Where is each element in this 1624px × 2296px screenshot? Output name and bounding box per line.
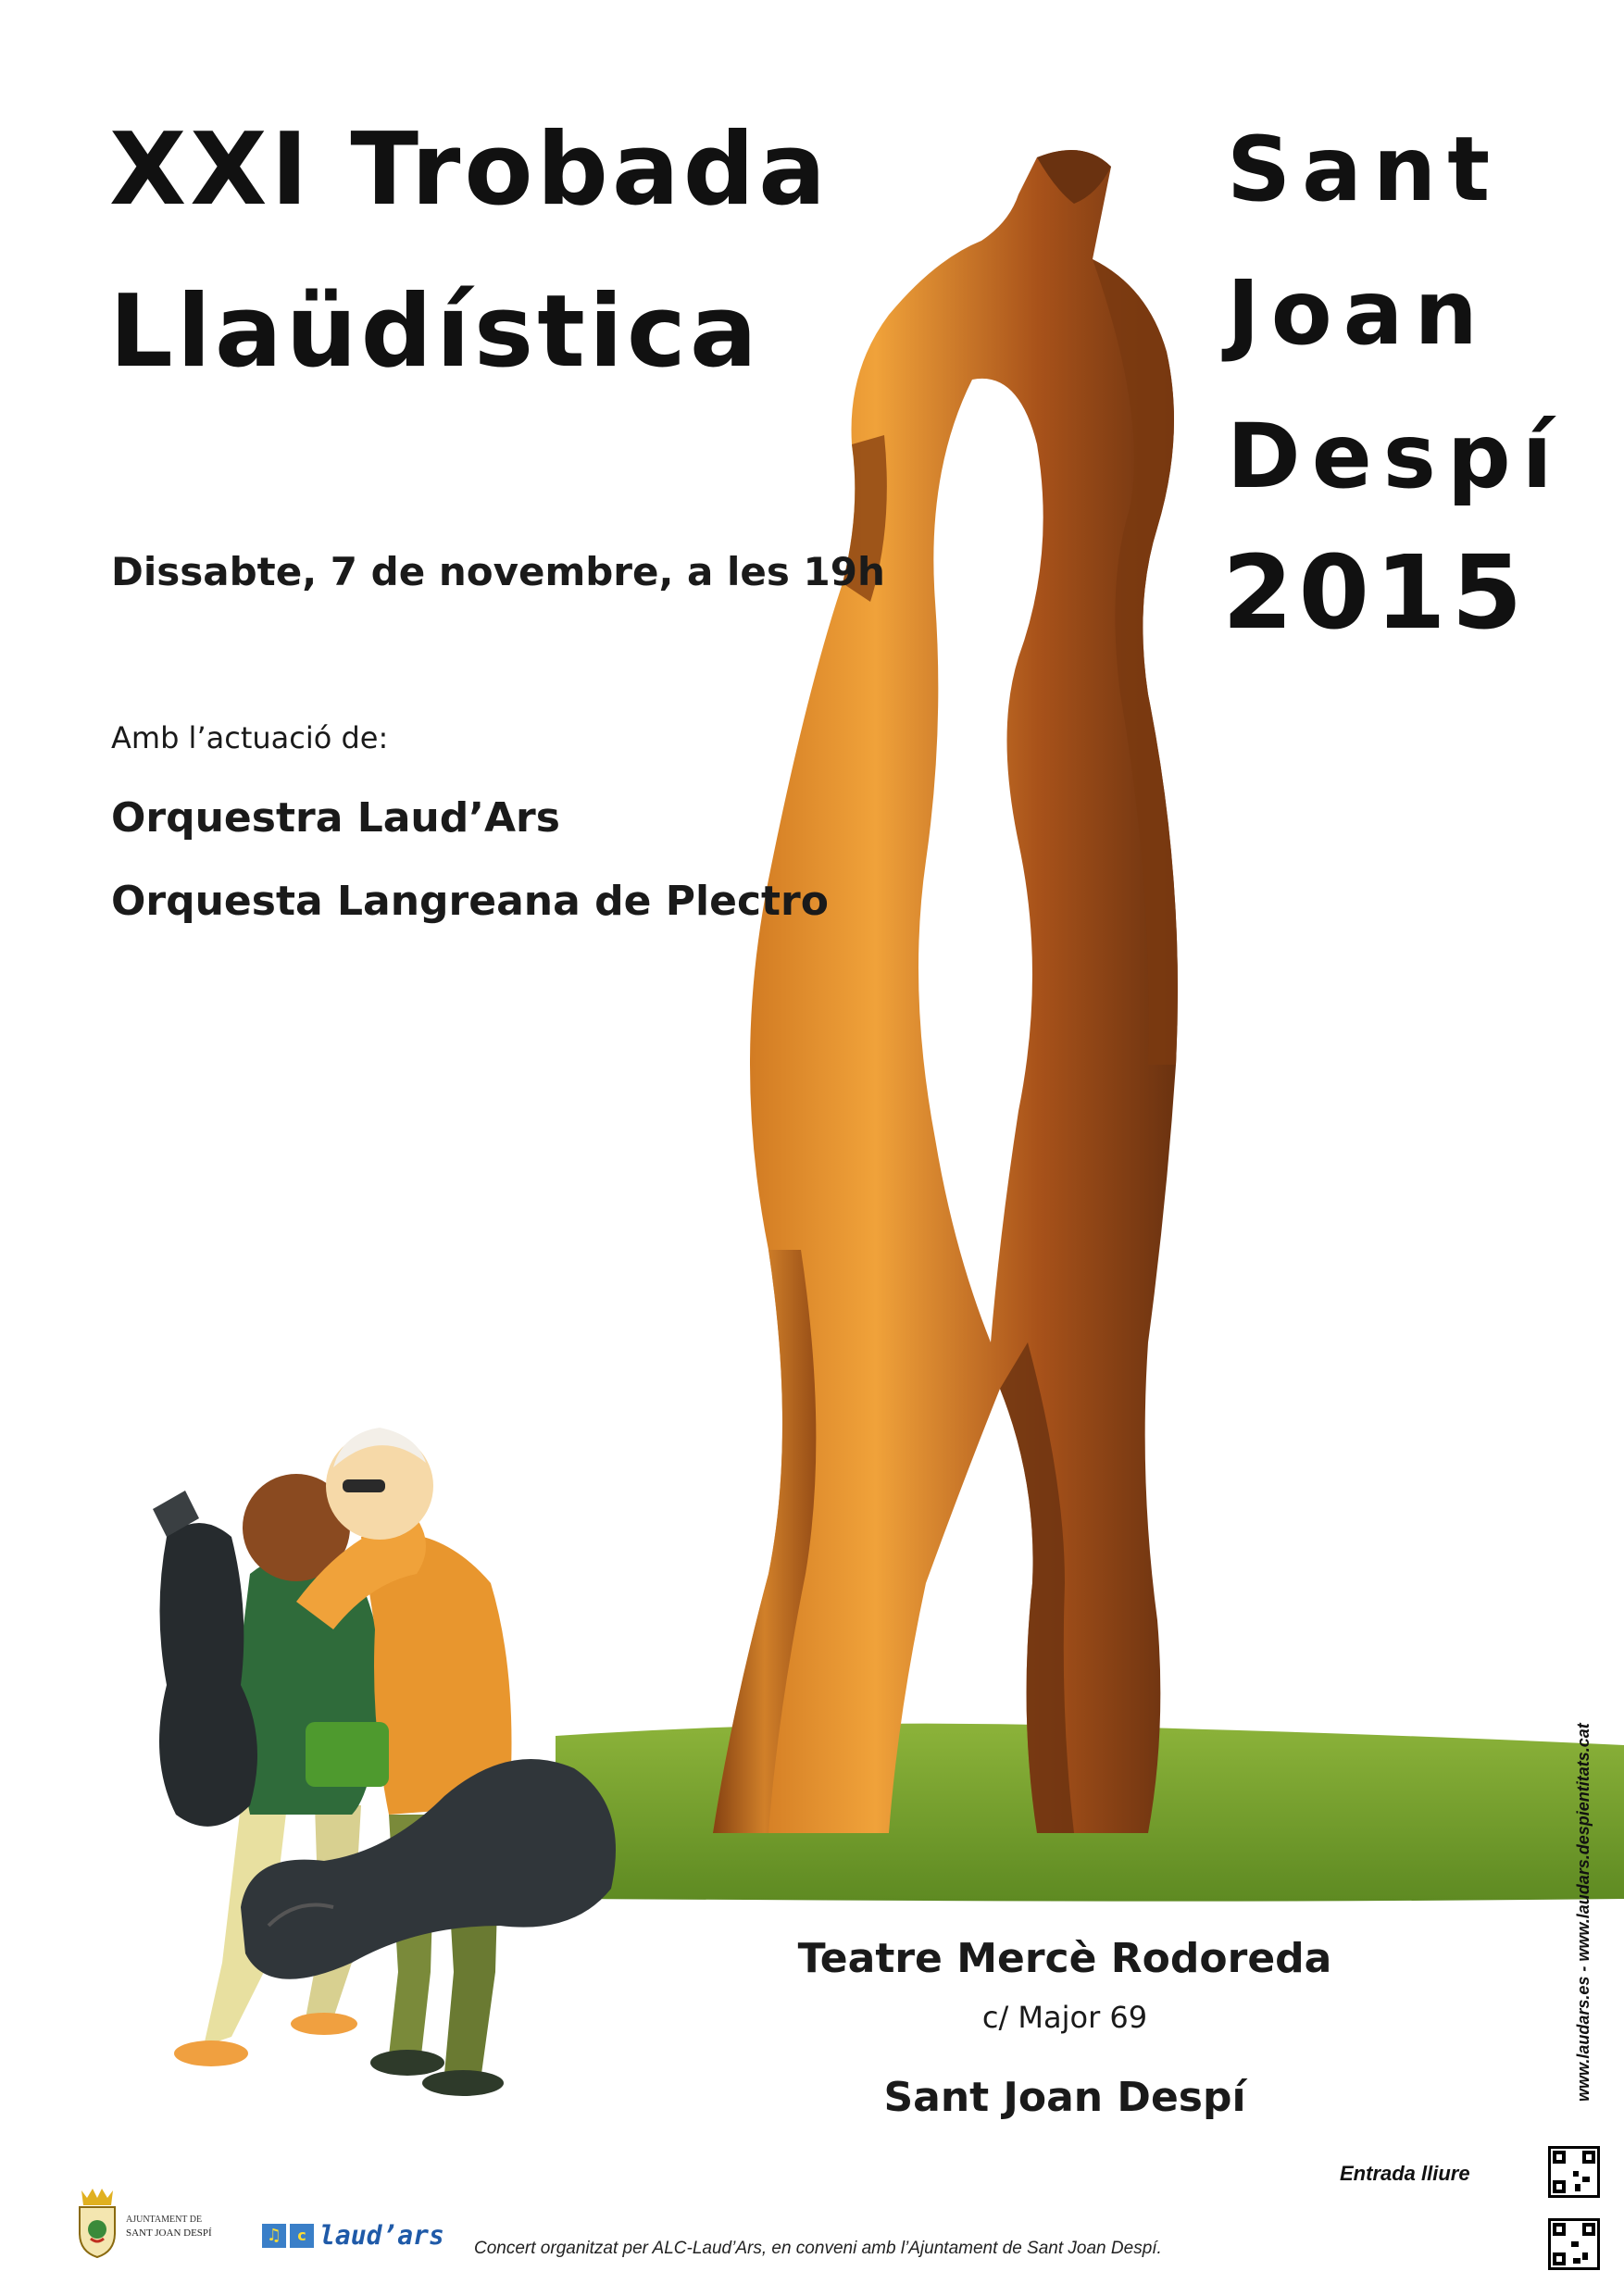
sculpture-image	[630, 139, 1278, 1861]
performers-intro: Amb l’actuació de:	[111, 720, 389, 755]
city-line1: Sant	[1227, 118, 1502, 221]
event-date: Dissabte, 7 de novembre, a les 19h	[111, 549, 885, 594]
poster-title-line1: XXI Trobada	[109, 112, 830, 228]
logo-square-icon: c	[290, 2224, 314, 2248]
qr-code-bottom	[1548, 2218, 1600, 2270]
music-note-icon: ♫	[262, 2224, 286, 2248]
municipality-logo	[74, 2187, 250, 2261]
laudars-logo-text: laud’ars	[319, 2220, 444, 2251]
performer-1: Orquestra Laud’Ars	[111, 794, 560, 842]
city-line3: Despí	[1227, 405, 1564, 508]
venue-town: Sant Joan Despí	[883, 2074, 1246, 2121]
musicians-hugging-image	[111, 1370, 685, 2111]
municipality-logo-line2: SANT JOAN DESPÍ	[126, 2227, 212, 2239]
qr-code-top	[1548, 2146, 1600, 2198]
municipality-logo-line1: AJUNTAMENT DE	[126, 2215, 203, 2225]
entry-free-label: Entrada lliure	[1340, 2162, 1470, 2185]
performer-2: Orquesta Langreana de Plectro	[111, 878, 829, 925]
venue-name: Teatre Mercè Rodoreda	[797, 1935, 1332, 1982]
year: 2015	[1222, 533, 1529, 652]
municipality-crest-icon	[74, 2187, 120, 2259]
venue-address: c/ Major 69	[981, 2000, 1148, 2035]
city-line2: Joan	[1227, 261, 1489, 365]
laudars-logo	[262, 2220, 447, 2253]
organizer-credit: Concert organitzat per ALC-Laud’Ars, en conveni amb l’Ajuntament de Sant Joan Despí.	[474, 2239, 1162, 2258]
poster-title-line2: Llaüdística	[109, 274, 761, 390]
websites-vertical: www.laudars.es - www.laudars.despientitats.cat	[1574, 1723, 1593, 2102]
